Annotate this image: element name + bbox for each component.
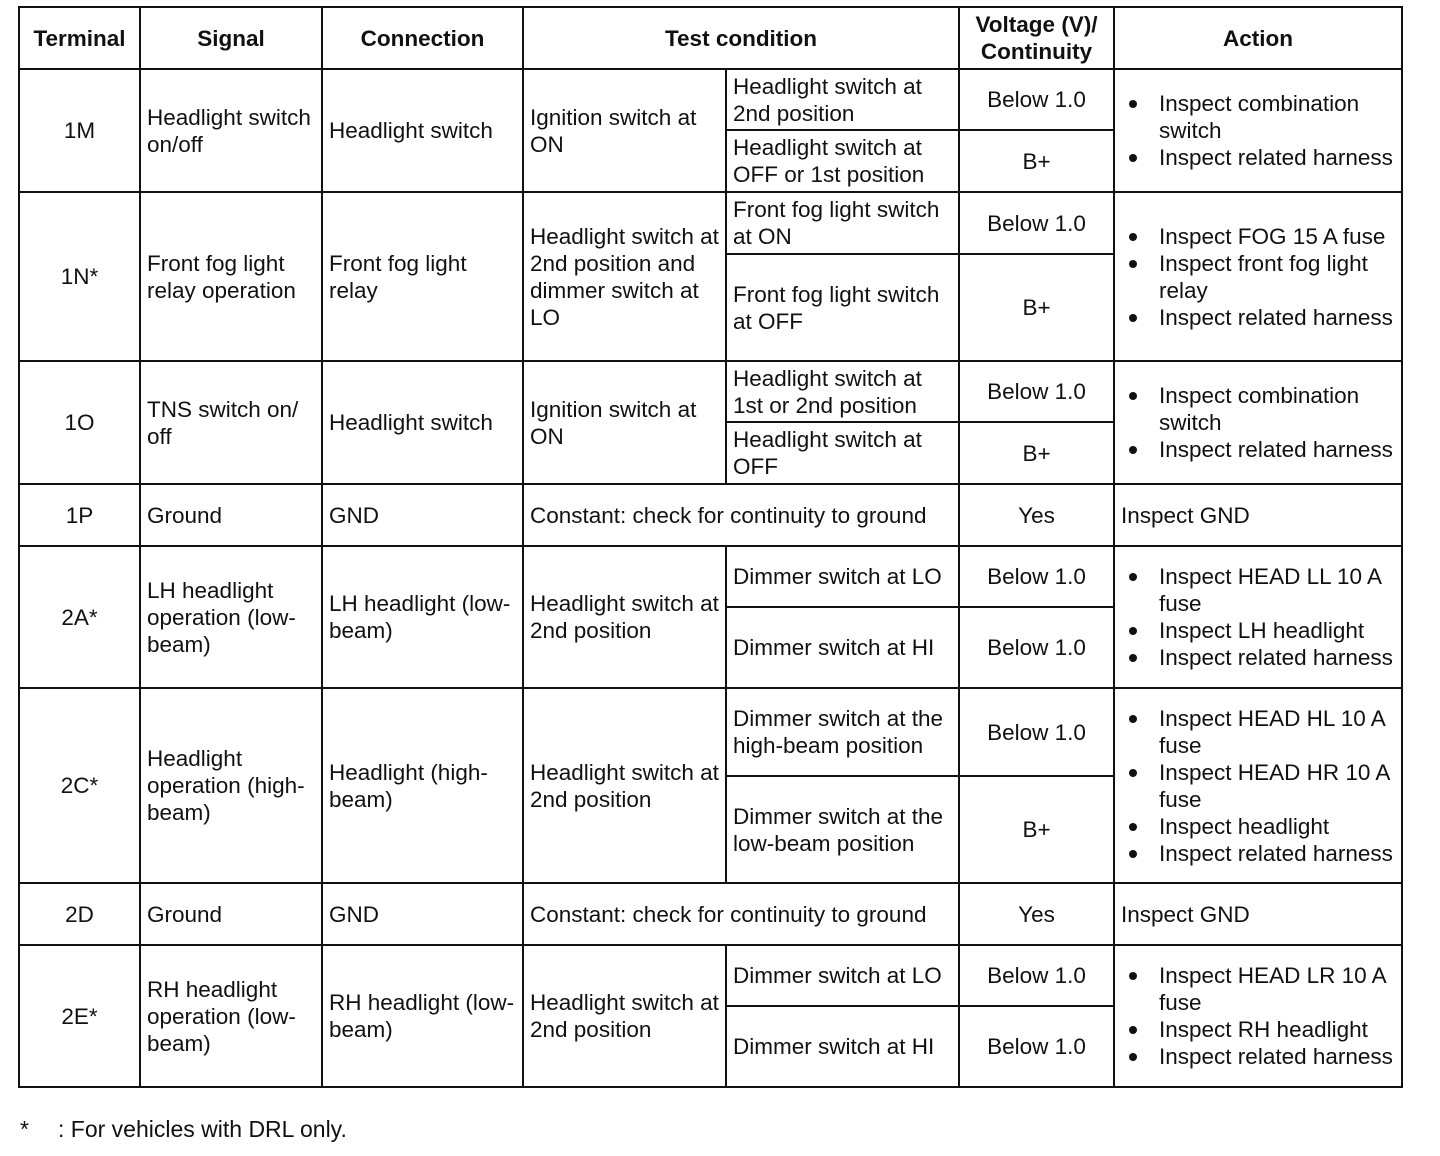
sub-condition-cell: Dimmer switch at the high-beam position xyxy=(726,688,959,776)
voltage-cell: Below 1.0 xyxy=(959,546,1114,607)
signal-cell: Ground xyxy=(140,883,322,945)
voltage-cell: Below 1.0 xyxy=(959,945,1114,1006)
action-cell: Inspect GND xyxy=(1114,883,1402,945)
table-row xyxy=(19,688,1402,776)
signal-cell: Headlight switch on/off xyxy=(140,69,322,192)
table-row xyxy=(19,361,1402,422)
action-list-item: Inspect LH headlight xyxy=(1159,617,1395,644)
signal-cell: LH headlight operation (low-beam) xyxy=(140,546,322,688)
action-list-item: Inspect combination switch xyxy=(1159,90,1395,144)
action-list xyxy=(1121,563,1395,671)
action-list-item: Inspect front fog light relay xyxy=(1159,250,1395,304)
action-list-item: Inspect related harness xyxy=(1159,144,1395,171)
action-list-item: Inspect related harness xyxy=(1159,436,1395,463)
table-row xyxy=(19,69,1402,130)
sub-condition-cell: Headlight switch at 2nd position xyxy=(726,69,959,130)
sub-condition-cell: Dimmer switch at LO xyxy=(726,546,959,607)
connection-cell: GND xyxy=(322,883,523,945)
voltage-cell: Yes xyxy=(959,883,1114,945)
terminal-cell: 2E* xyxy=(19,945,140,1087)
test-condition-cell: Headlight switch at 2nd position and dimmer switch at LO xyxy=(523,192,726,361)
test-condition-cell: Headlight switch at 2nd position xyxy=(523,688,726,883)
terminal-inspection-table xyxy=(18,6,1403,1088)
signal-cell: Ground xyxy=(140,484,322,546)
voltage-cell: Below 1.0 xyxy=(959,1006,1114,1087)
terminal-cell: 2D xyxy=(19,883,140,945)
test-condition-cell: Ignition switch at ON xyxy=(523,361,726,484)
action-list xyxy=(1121,382,1395,463)
footnote xyxy=(20,1115,347,1143)
table-row xyxy=(19,484,1402,546)
sub-condition-cell: Front fog light switch at ON xyxy=(726,192,959,254)
voltage-cell: B+ xyxy=(959,254,1114,361)
signal-cell: TNS switch on/ off xyxy=(140,361,322,484)
action-list xyxy=(1121,705,1395,867)
test-condition-cell: Ignition switch at ON xyxy=(523,69,726,192)
action-cell xyxy=(1114,69,1402,192)
connection-cell: Headlight (high-beam) xyxy=(322,688,523,883)
voltage-cell: Below 1.0 xyxy=(959,192,1114,254)
sub-condition-cell: Dimmer switch at LO xyxy=(726,945,959,1006)
header-terminal: Terminal xyxy=(19,7,140,69)
voltage-cell: B+ xyxy=(959,776,1114,883)
action-list xyxy=(1121,962,1395,1070)
terminal-cell: 2A* xyxy=(19,546,140,688)
inspection-table-container xyxy=(18,6,1401,1088)
connection-cell: LH headlight (low-beam) xyxy=(322,546,523,688)
voltage-cell: Yes xyxy=(959,484,1114,546)
sub-condition-cell: Dimmer switch at HI xyxy=(726,1006,959,1087)
signal-cell: Headlight operation (high-beam) xyxy=(140,688,322,883)
connection-cell: Front fog light relay xyxy=(322,192,523,361)
test-condition-cell: Headlight switch at 2nd position xyxy=(523,945,726,1087)
voltage-cell: B+ xyxy=(959,130,1114,192)
connection-cell: RH headlight (low-beam) xyxy=(322,945,523,1087)
sub-condition-cell: Headlight switch at 1st or 2nd position xyxy=(726,361,959,422)
action-list-item: Inspect related harness xyxy=(1159,304,1395,331)
sub-condition-cell: Headlight switch at OFF xyxy=(726,422,959,484)
action-cell: Inspect GND xyxy=(1114,484,1402,546)
signal-cell: RH headlight operation (low-beam) xyxy=(140,945,322,1087)
terminal-cell: 1M xyxy=(19,69,140,192)
action-list-item: Inspect FOG 15 A fuse xyxy=(1159,223,1395,250)
action-list-item: Inspect HEAD LR 10 A fuse xyxy=(1159,962,1395,1016)
header-signal: Signal xyxy=(140,7,322,69)
sub-condition-cell: Dimmer switch at HI xyxy=(726,607,959,688)
voltage-cell: Below 1.0 xyxy=(959,607,1114,688)
voltage-cell: Below 1.0 xyxy=(959,688,1114,776)
action-list-item: Inspect related harness xyxy=(1159,1043,1395,1070)
action-cell xyxy=(1114,192,1402,361)
terminal-cell: 2C* xyxy=(19,688,140,883)
test-condition-cell: Constant: check for continuity to ground xyxy=(523,484,959,546)
action-list-item: Inspect HEAD LL 10 A fuse xyxy=(1159,563,1395,617)
table-row xyxy=(19,883,1402,945)
connection-cell: Headlight switch xyxy=(322,361,523,484)
action-list-item: Inspect HEAD HL 10 A fuse xyxy=(1159,705,1395,759)
header-row xyxy=(19,7,1402,69)
action-cell xyxy=(1114,945,1402,1087)
action-list xyxy=(1121,90,1395,171)
table-row xyxy=(19,546,1402,607)
sub-condition-cell: Front fog light switch at OFF xyxy=(726,254,959,361)
voltage-cell: B+ xyxy=(959,422,1114,484)
terminal-cell: 1O xyxy=(19,361,140,484)
action-list-item: Inspect RH headlight xyxy=(1159,1016,1395,1043)
header-test-condition: Test condition xyxy=(523,7,959,69)
connection-cell: GND xyxy=(322,484,523,546)
header-connection: Connection xyxy=(322,7,523,69)
test-condition-cell: Constant: check for continuity to ground xyxy=(523,883,959,945)
test-condition-cell: Headlight switch at 2nd position xyxy=(523,546,726,688)
voltage-cell: Below 1.0 xyxy=(959,361,1114,422)
footnote-marker: * xyxy=(20,1116,29,1142)
terminal-cell: 1N* xyxy=(19,192,140,361)
action-list-item: Inspect HEAD HR 10 A fuse xyxy=(1159,759,1395,813)
terminal-cell: 1P xyxy=(19,484,140,546)
sub-condition-cell: Headlight switch at OFF or 1st position xyxy=(726,130,959,192)
action-list-item: Inspect related harness xyxy=(1159,840,1395,867)
action-list xyxy=(1121,223,1395,331)
table-row xyxy=(19,192,1402,254)
header-voltage-continuity: Voltage (V)/ Continuity xyxy=(959,7,1114,69)
action-cell xyxy=(1114,546,1402,688)
sub-condition-cell: Dimmer switch at the low-beam position xyxy=(726,776,959,883)
header-action: Action xyxy=(1114,7,1402,69)
action-cell xyxy=(1114,688,1402,883)
table-row xyxy=(19,945,1402,1006)
action-list-item: Inspect combination switch xyxy=(1159,382,1395,436)
voltage-cell: Below 1.0 xyxy=(959,69,1114,130)
connection-cell: Headlight switch xyxy=(322,69,523,192)
action-list-item: Inspect related harness xyxy=(1159,644,1395,671)
footnote-text: : For vehicles with DRL only. xyxy=(58,1116,347,1142)
action-cell xyxy=(1114,361,1402,484)
action-list-item: Inspect headlight xyxy=(1159,813,1395,840)
table-body xyxy=(19,69,1402,1087)
signal-cell: Front fog light relay operation xyxy=(140,192,322,361)
